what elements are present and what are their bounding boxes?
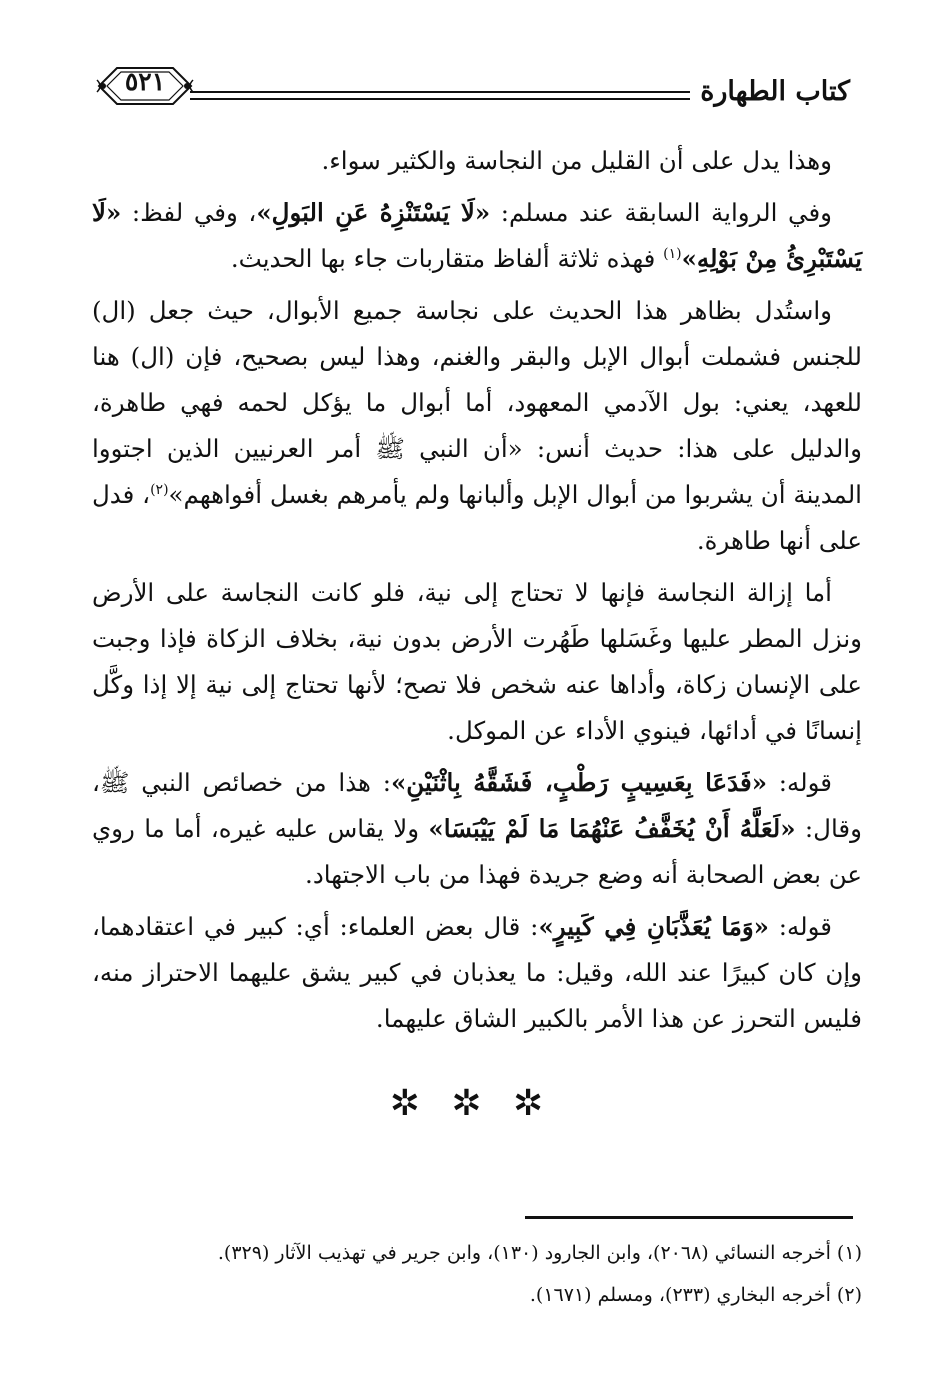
footnote-reference: (٢) <box>150 481 169 498</box>
paragraph <box>92 288 862 564</box>
hadith-quote: «وَمَا يُعَذَّبَانِ فِي كَبِيرٍ» <box>538 912 769 941</box>
hadith-quote: «لَا يَسْتَبْرِئُ مِنْ بَوْلِهِ» <box>92 198 862 273</box>
paragraph <box>92 760 862 898</box>
page-number-ornament <box>95 64 195 108</box>
text-segment: قوله: <box>768 912 832 941</box>
hadith-quote: «لَا يَسْتَنْزِهُ عَنِ البَولِ» <box>256 198 491 227</box>
text-segment: وفي الرواية السابقة عند مسلم: <box>490 198 832 227</box>
text-segment: قوله: <box>767 768 832 797</box>
page-header <box>95 58 850 116</box>
text-segment: ، وفي لفظ: <box>121 198 257 227</box>
text-segment: : قال بعض العلماء: أي: كبير في اعتقادهما، وإن كان كبيرًا عند الله، وقيل: ما يعذبان في كبير يشق عليهما الاحتراز منه، فليس التحرز عن هذا الأمر بالكبير الشاق عليهما. <box>92 912 862 1033</box>
footnote-2: (٢) أخرجه البخاري (٢٣٣)، ومسلم (١٦٧١). <box>529 1284 862 1306</box>
paragraph <box>92 190 862 282</box>
text-segment: ولا يقاس عليه غيره، أما ما روي عن بعض الصحابة أنه وضع جريدة فهذا من باب الاجتهاد. <box>92 814 862 889</box>
paragraph <box>92 570 862 754</box>
text-segment: أما إزالة النجاسة فإنها لا تحتاج إلى نية، فلو كانت النجاسة على الأرض ونزل المطر عليها وغَسَلها طَهُرت الأرض بدون نية، بخلاف الزكاة فإذا وجبت على الإنسان زكاة، وأداها عنه شخص فلا تصح؛ لأنها تحتاج إلى نية إلا إذا وكَّل إنسانًا في أدائها، فينوي الأداء عن الموكل. <box>92 578 862 745</box>
text-segment: وهذا يدل على أن القليل من النجاسة والكثير سواء. <box>321 146 832 175</box>
paragraph <box>92 138 862 184</box>
section-separator: ✲ ✲ ✲ <box>389 1083 554 1124</box>
text-segment: واستُدل بظاهر هذا الحديث على نجاسة جميع الأبوال، حيث جعل (ال) للجنس فشملت أبوال الإبل والبقر والغنم، وهذا ليس بصحيح، فإن (ال) هنا للعهد، يعني: بول الآدمي المعهود، أما أبوال ما يؤكل لحمه فهي طاهرة، والدليل على هذا: حديث أنس: «أن النبي ﷺ أمر العرنيين الذين اجتووا المدينة أن يشربوا من أبوال الإبل وألبانها ولم يأمرهم بغسل أفواههم» <box>92 296 862 509</box>
footnote-1: (١) أخرجه النسائي (٢٠٦٨)، وابن الجارود (١٣٠)، وابن جرير في تهذيب الآثار (٣٢٩). <box>217 1242 862 1264</box>
footnote-rule <box>525 1216 853 1219</box>
footnotes <box>150 1232 862 1316</box>
text-segment: ، فدل على أنها طاهرة. <box>92 480 862 555</box>
hadith-quote: «لَعَلَّهُ أَنْ يُخَفَّفُ عَنْهُمَا مَا لَمْ يَيْبَسَا» <box>428 814 796 843</box>
hadith-quote: «فَدَعَا بِعَسِيبٍ رَطْبٍ، فَشَقَّهُ بِاثْنَيْنِ» <box>390 768 768 797</box>
header-double-rule <box>190 91 690 100</box>
page-number: ٥٢١ <box>124 67 166 96</box>
text-segment: : هذا من خصائص النبي ﷺ، وقال: <box>92 768 862 843</box>
main-text <box>92 138 862 1042</box>
paragraph <box>92 904 862 1042</box>
book-title: كتاب الطهارة <box>700 76 850 107</box>
text-segment: فهذه ثلاثة ألفاظ متقاربات جاء بها الحديث. <box>230 244 664 273</box>
footnote-reference: (١) <box>663 245 682 262</box>
